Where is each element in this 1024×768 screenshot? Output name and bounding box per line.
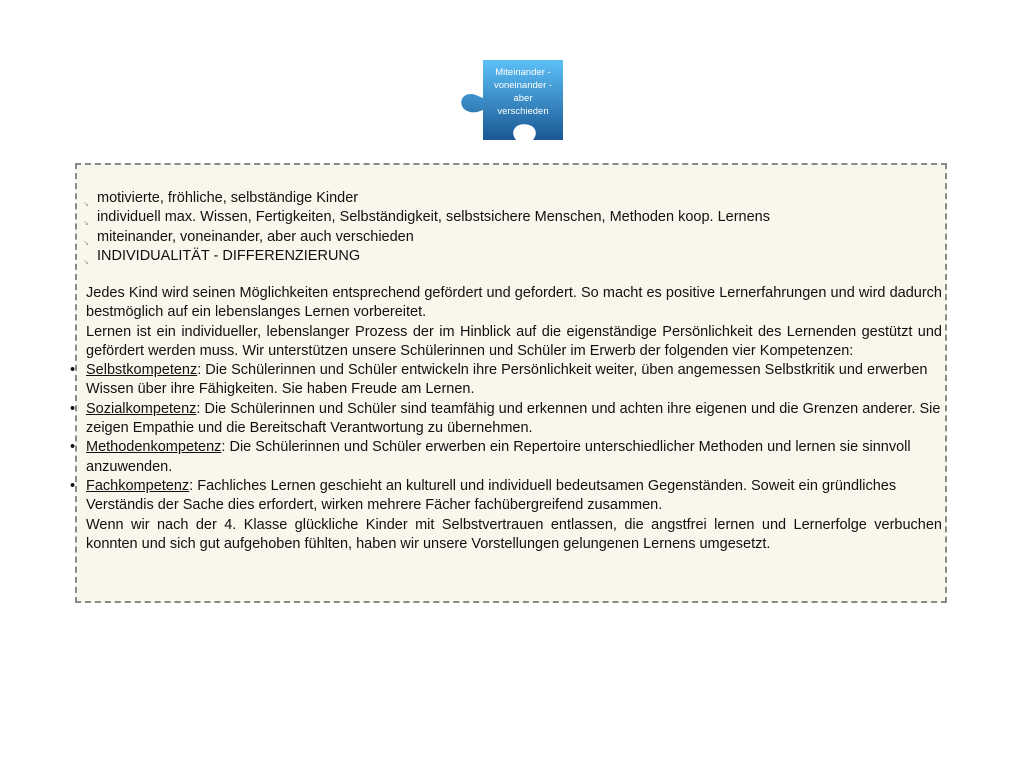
list-item-text: individuell max. Wissen, Fertigkeiten, Selbständigkeit, selbstsichere Menschen, Methoden koop. Lernens — [97, 209, 770, 226]
bullet-icon: ↘ — [83, 239, 89, 247]
competency-text: : Die Schülerinnen und Schüler sind teamfähig und erkennen und achten ihre eigenen und die Grenzen anderer. Sie zeigen Empathie und die Bereitschaft Verantwortung zu übernehmen. — [86, 400, 941, 437]
competency-text: : Fachliches Lernen geschieht an kulturell und individuell bedeutsamen Gegenständen. Soweit ein gründliches Verständis der Sache dies erfordert, wirken mehrere Fächer fachübergreifend zusammen. — [86, 477, 897, 514]
bullet-dot: • — [70, 400, 76, 417]
bullet-dot: • — [70, 439, 76, 456]
competency-term: Fachkompetenz — [86, 477, 190, 494]
list-item — [83, 208, 770, 228]
key-points-list — [83, 189, 770, 266]
competency-item — [70, 361, 942, 400]
bullet-icon: ↘ — [83, 220, 89, 228]
competency-term: Sozialkompetenz — [86, 400, 197, 417]
competency-text: : Die Schülerinnen und Schüler entwickeln ihre Persönlichkeit weiter, üben angemessen Selbstkritik und erwerben Wissen über ihre Fähigkeiten. Sie haben Freude am Lernen. — [86, 362, 928, 398]
content-box — [70, 163, 947, 603]
competency-item — [70, 477, 942, 516]
bullet-icon: ↘ — [83, 201, 89, 208]
competency-item — [70, 400, 942, 439]
bullet-dot: • — [70, 477, 76, 494]
competency-text: : Die Schülerinnen und Schüler erwerben ein Repertoire unterschiedlicher Methoden und lernen sie sinnvoll anzuwenden. — [86, 439, 911, 475]
paragraph: Jedes Kind wird seinen Möglichkeiten entsprechend gefördert und gefordert. So macht es positive Lernerfahrungen und wird dadurch bestmöglich auf ein lebenslanges Lernen vorbereitet. — [86, 285, 942, 321]
puzzle-label: Miteinander - voneinander - aber verschieden — [493, 67, 553, 117]
competency-term: Methodenkompetenz — [86, 439, 222, 456]
paragraph: Lernen ist ein individueller, lebenslanger Prozess der im Hinblick auf die eigenständige Persönlichkeit des Lernenden gestützt und gefördert werden muss. Wir unterstützen unsere Schülerinnen und Schüler im Erwerb der folgenden vier Kompetenzen: — [86, 323, 942, 359]
list-item-text: INDIVIDUALITÄT - DIFFERENZIERUNG — [97, 247, 361, 264]
paragraph: Wenn wir nach der 4. Klasse glückliche Kinder mit Selbstvertrauen entlassen, die angstfrei lernen und Lernerfolge verbuchen konnten und sich gut aufgehoben fühlten, haben wir unsere Vorstellungen gelungenen Lernens umgesetzt. — [86, 516, 942, 552]
bullet-icon: ↘ — [83, 258, 89, 266]
competency-term: Selbstkompetenz — [86, 362, 198, 379]
list-item-text: miteinander, voneinander, aber auch verschieden — [97, 228, 414, 245]
competency-item — [70, 438, 942, 477]
bullet-dot: • — [70, 362, 76, 379]
list-item — [83, 228, 770, 247]
list-item-text: motivierte, fröhliche, selbständige Kinder — [97, 190, 359, 206]
list-item — [83, 189, 770, 208]
body-text — [70, 284, 942, 554]
list-item — [83, 247, 770, 266]
